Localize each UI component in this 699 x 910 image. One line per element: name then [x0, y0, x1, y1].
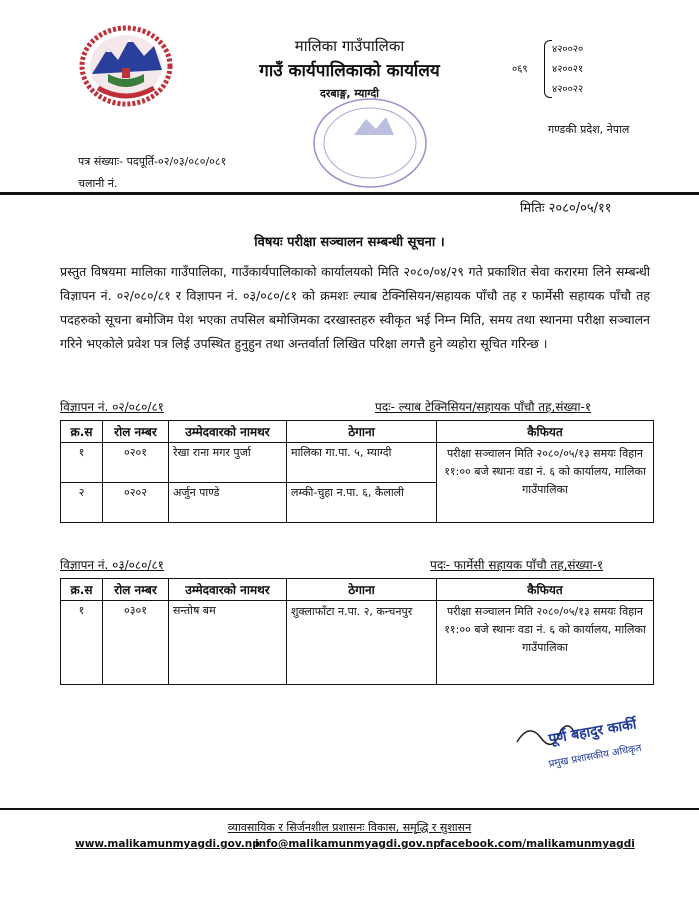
cell-name: सन्तोष बम	[169, 601, 287, 685]
phone-3: ४२००२२	[552, 84, 584, 95]
cell-roll: ०२०२	[103, 483, 169, 523]
phone-numbers	[512, 40, 584, 100]
office-name: गाउँ कार्यपालिकाको कार्यालय	[259, 61, 440, 81]
notice-body: प्रस्तुत विषयमा मालिका गाउँपालिका, गाउँकार्यपालिकाको कार्यालयको मिति २०८०/०४/२९ गते प्रकाशित सेवा करारमा लिने सम्बन्धी विज्ञापन नं. ०२/०८०/८१ र विज्ञापन नं. ०३/०८०/८१ को क्रमशः ल्याब टेक्निसियन/सहायक पाँचौ तह र फार्मेसी सहायक पाँचौ तह पदहरुको सूचना बमोजिम पेश भएका तपसिल बमोजिमका दरखास्तहरु स्वीकृत भई निम्न मिति, समय तथा स्थानमा परीक्षा सञ्चालन गरिने भएकोले प्रवेश पत्र लिई उपस्थित हुनुहुन तथा अन्तर्वार्ता लिखित परिक्षा लगत्तै हुने व्यहोरा सूचित गरिन्छ ।	[60, 264, 650, 351]
footer-divider	[0, 808, 699, 810]
table-row	[61, 601, 654, 685]
cell-remark: परीक्षा सञ्चालन मिति २०८०/०५/१३ समयः विहान ११:०० बजे स्थानः वडा नं. ६ को कार्यालय, मालिका गाउँपालिका	[437, 601, 654, 685]
signature-name: पूर्ण बहादुर कार्की	[547, 716, 638, 748]
col-roll: रोल नम्बर	[103, 579, 169, 601]
footer-facebook-link[interactable]: facebook.com/malikamunmyagdi	[440, 838, 635, 850]
letter-date: मितिः २०८०/०५/११	[520, 201, 612, 216]
col-remark: कैफियत	[437, 421, 654, 443]
cell-remark: परीक्षा सञ्चालन मिति २०८०/०५/१३ समयः विहान ११:०० बजे स्थानः वडा नं. ६ को कार्यालय, मालिका गाउँपालिका	[437, 443, 654, 523]
province: गण्डकी प्रदेश, नेपाल	[548, 123, 630, 136]
footer-website-link[interactable]: www.malikamunmyagdi.gov.np	[75, 838, 260, 850]
col-sn: क्र.स	[61, 421, 103, 443]
col-name: उम्मेदवारको नामथर	[169, 579, 287, 601]
cell-roll: ०३०१	[103, 601, 169, 685]
signature-title: प्रमुख प्रशासकीय अधिकृत	[548, 742, 643, 771]
candidate-table-1	[60, 420, 654, 523]
subject-line: विषयः परीक्षा सञ्चालन सम्बन्धी सूचना ।	[254, 235, 445, 250]
letter-number: पत्र संख्याः- पदपूर्ति-०२/०३/०८०/०८१	[78, 155, 227, 168]
cell-sn: १	[61, 601, 103, 685]
footer-email-link[interactable]: info@malikamunmyagdi.gov.np	[255, 838, 441, 850]
table-header-row	[61, 579, 654, 601]
dispatch-number: चलानी नं.	[78, 177, 118, 190]
advertisement-1-number: विज्ञापन नं. ०२/०८०/८१	[60, 400, 164, 414]
cell-address: लम्की-चुहा न.पा. ६, कैलाली	[287, 483, 437, 523]
phone-code: ०६९	[512, 64, 528, 75]
cell-name: अर्जुन पाण्डे	[169, 483, 287, 523]
col-name: उम्मेदवारको नामथर	[169, 421, 287, 443]
office-stamp	[310, 95, 430, 190]
cell-name: रेखा राना मगर पुर्जा	[169, 443, 287, 483]
advertisement-1-post: पदः- ल्याब टेक्निसियन/सहायक पाँचौ तह,संख्या-१	[375, 400, 592, 414]
table-row	[61, 443, 654, 483]
candidate-table-2	[60, 578, 654, 685]
table-header-row	[61, 421, 654, 443]
phone-1: ४२००२०	[552, 44, 584, 55]
col-remark: कैफियत	[437, 579, 654, 601]
brace-decoration	[544, 40, 552, 98]
header-divider	[0, 192, 699, 195]
footer-motto: व्यावसायिक र सिर्जनशील प्रशासनः विकास, समृद्धि र सुशासन	[227, 821, 472, 834]
col-roll: रोल नम्बर	[103, 421, 169, 443]
col-address: ठेगाना	[287, 421, 437, 443]
advertisement-2-post: पदः- फार्मेसी सहायक पाँचौ तह,संख्या-१	[430, 558, 604, 572]
municipality-name: मालिका गाउँपालिका	[294, 37, 405, 55]
office-address: दरबाङ्ग, म्याग्दी	[319, 87, 380, 100]
cell-address: शुक्लाफाँटा न.पा. २, कन्चनपुर	[287, 601, 437, 685]
cell-roll: ०२०१	[103, 443, 169, 483]
col-address: ठेगाना	[287, 579, 437, 601]
advertisement-2-number: विज्ञापन नं. ०३/०८०/८१	[60, 558, 164, 572]
col-sn: क्र.स	[61, 579, 103, 601]
cell-sn: २	[61, 483, 103, 523]
phone-2: ४२००२१	[552, 64, 584, 75]
cell-address: मालिका गा.पा. ५, म्याग्दी	[287, 443, 437, 483]
cell-sn: १	[61, 443, 103, 483]
